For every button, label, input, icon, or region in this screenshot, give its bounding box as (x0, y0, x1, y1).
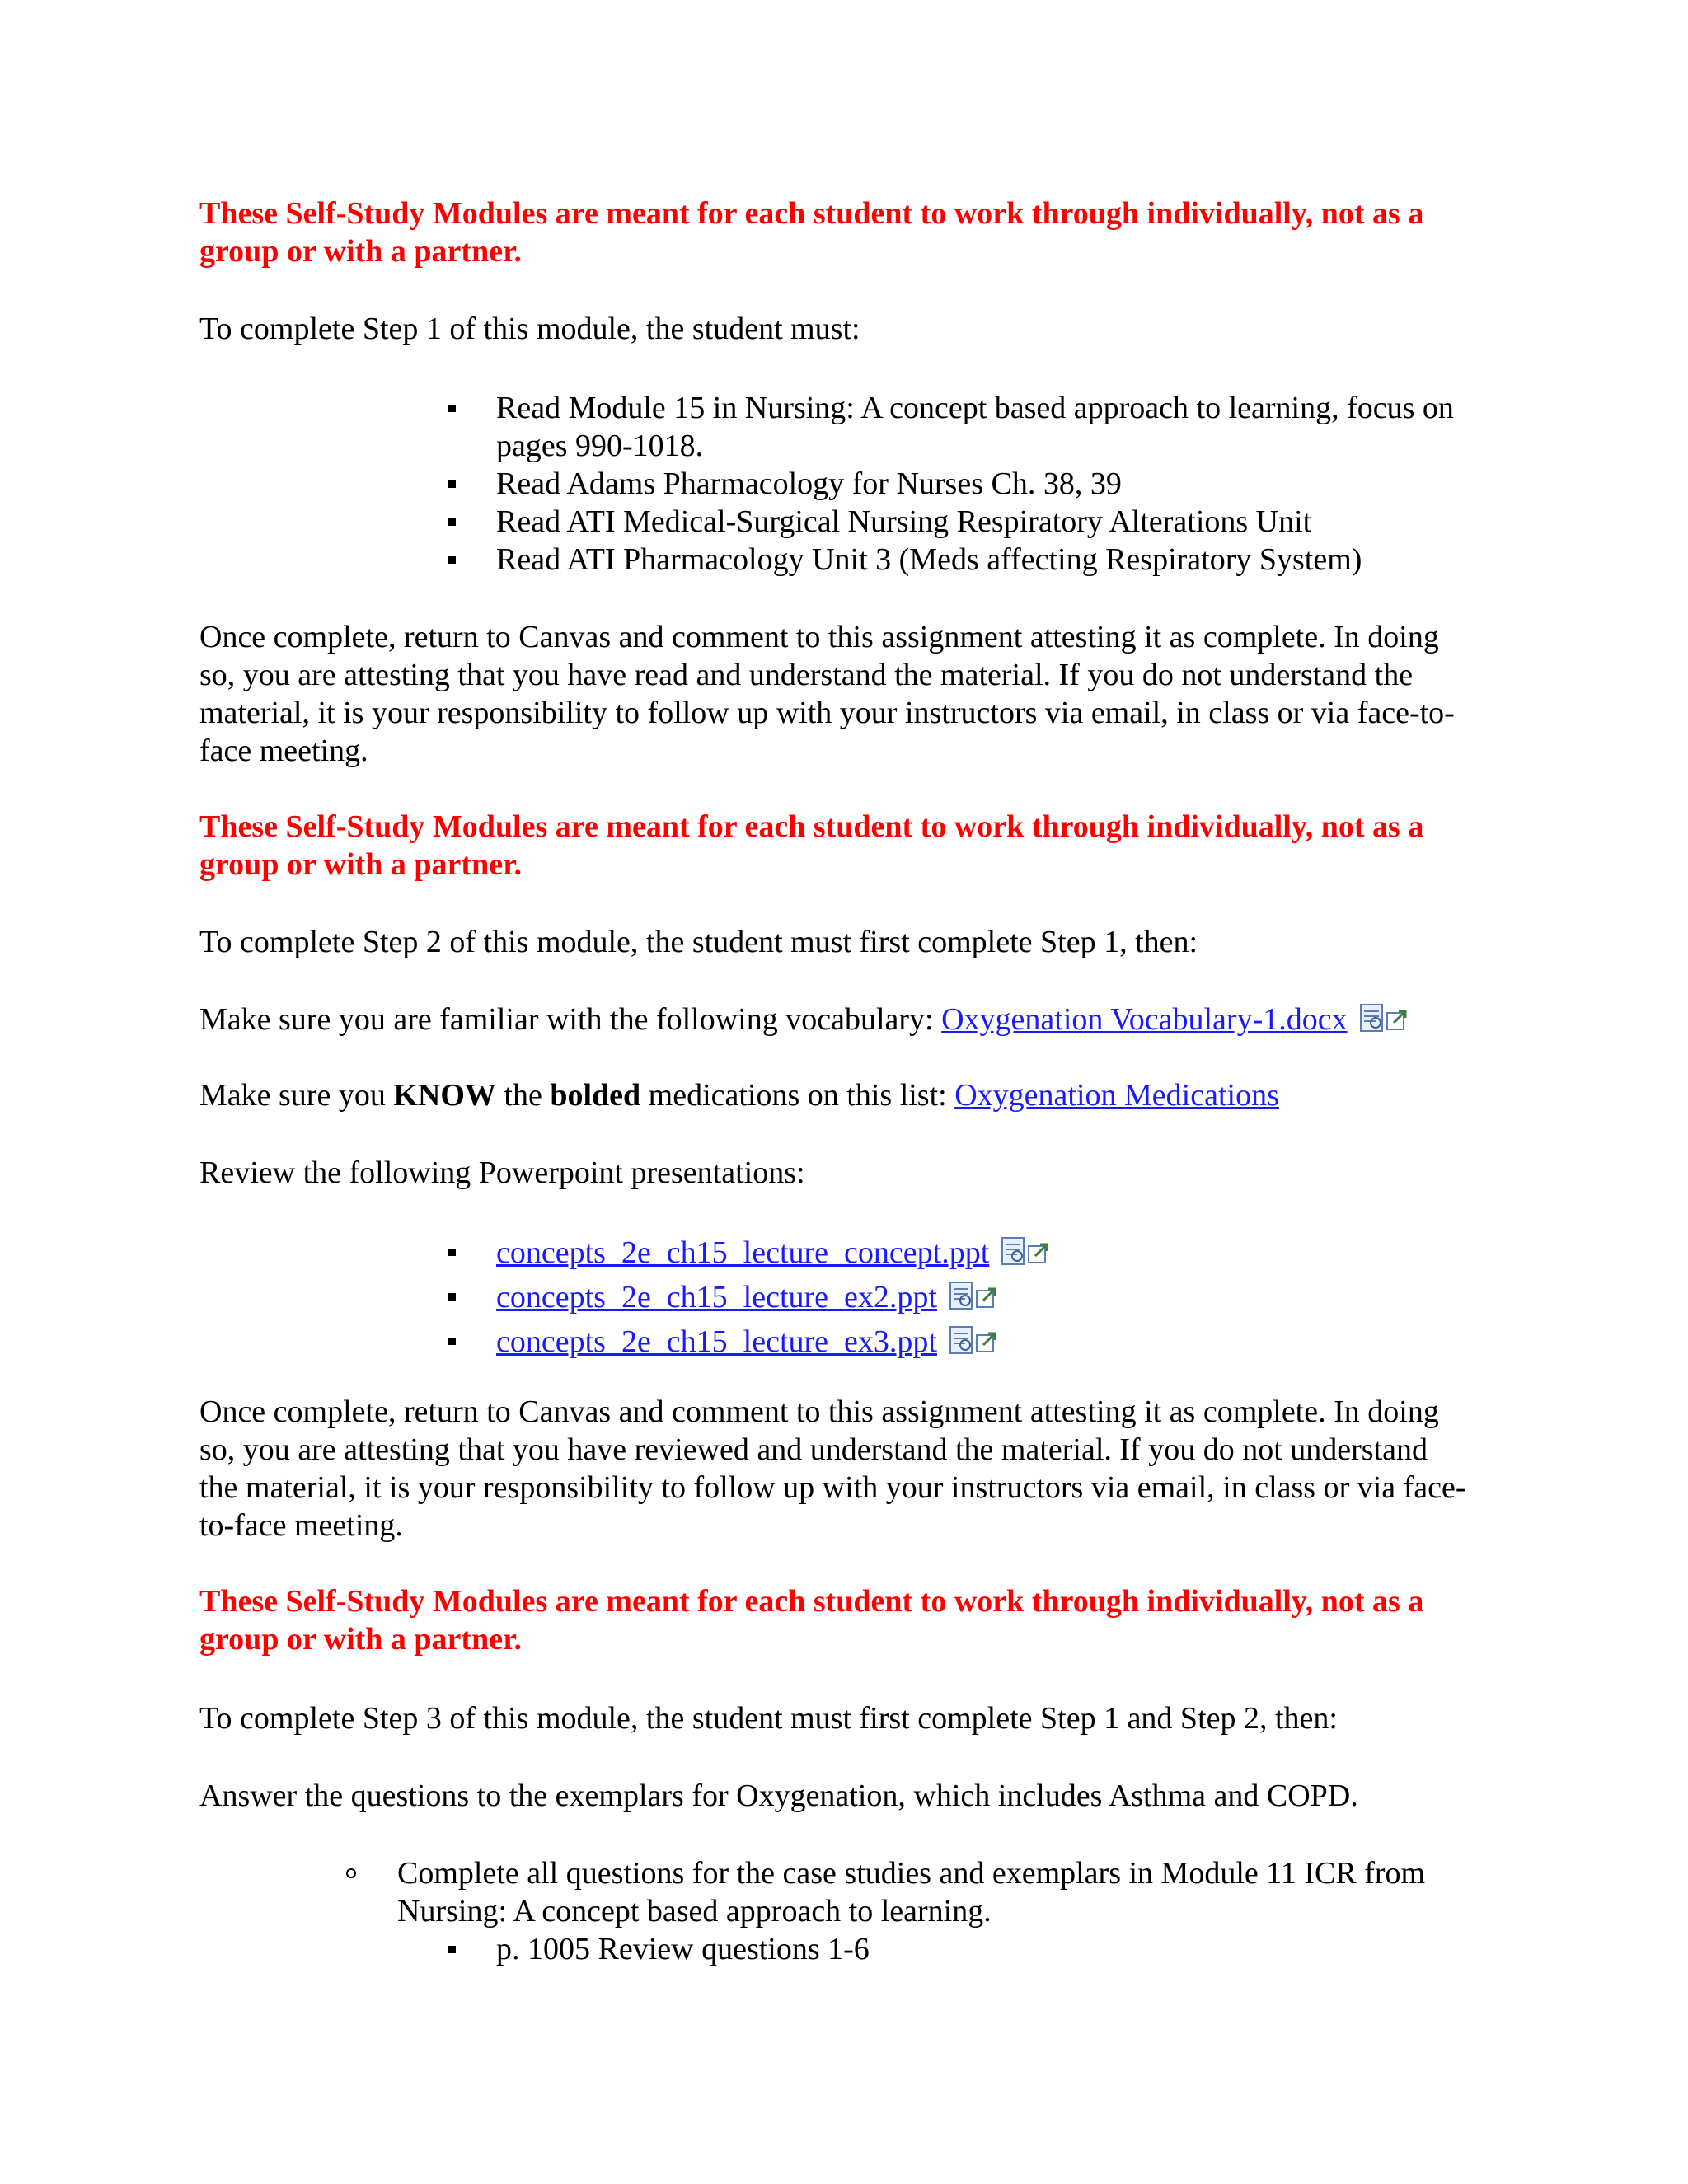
bolded-emphasis: bolded (550, 1078, 641, 1113)
medications-line (199, 1076, 1485, 1114)
warning-note-1: These Self-Study Modules are meant for each student to work through individually, not as a group or with a partner. (199, 196, 1424, 269)
step2-intro: To complete Step 2 of this module, the student must first complete Step 1, then: (199, 925, 1198, 959)
list-item (445, 1322, 1484, 1366)
medications-suffix: medications on this list: (648, 1078, 947, 1113)
list-item: Read Adams Pharmacology for Nurses Ch. 38, 39 (445, 465, 1484, 503)
bullet-square-icon (448, 480, 456, 488)
ppt-link-ex3[interactable]: concepts_2e_ch15_lecture_ex3.ppt (496, 1324, 937, 1359)
step1-reading-list (445, 389, 1484, 579)
step3-intro: To complete Step 3 of this module, the student must first complete Step 1 and Step 2, then: (199, 1701, 1338, 1736)
ppt-link-concept[interactable]: concepts_2e_ch15_lecture_concept.ppt (496, 1235, 990, 1270)
bullet-circle-icon (346, 1868, 356, 1878)
list-item: Read Module 15 in Nursing: A concept based approach to learning, focus on pages 990-1018. (445, 389, 1484, 465)
step1-intro: To complete Step 1 of this module, the student must: (199, 312, 860, 346)
step3-answer-instruction: Answer the questions to the exemplars for Oxygenation, which includes Asthma and COPD. (199, 1779, 1358, 1813)
step2-completion-text: Once complete, return to Canvas and comment to this assignment attesting it as complete. In doing so, you are attesting that you have reviewed and understand the material. If you do not understand the material, it is your responsibility to follow up with your instructors via email, in class or via face-to-face meeting. (199, 1394, 1466, 1543)
list-item: Read ATI Pharmacology Unit 3 (Meds affecting Respiratory System) (445, 541, 1484, 579)
powerpoint-list (445, 1233, 1484, 1366)
powerpoint-intro: Review the following Powerpoint presentations: (199, 1155, 805, 1190)
warning-note-3: These Self-Study Modules are meant for each student to work through individually, not as a group or with a partner. (199, 1584, 1424, 1657)
ppt-link-ex2[interactable]: concepts_2e_ch15_lecture_ex2.ppt (496, 1280, 937, 1315)
bullet-square-icon (448, 556, 456, 564)
medications-link[interactable]: Oxygenation Medications (954, 1078, 1279, 1113)
medications-prefix: Make sure you (199, 1078, 386, 1113)
vocabulary-link[interactable]: Oxygenation Vocabulary-1.docx (941, 1002, 1348, 1037)
bullet-square-icon (448, 1946, 456, 1953)
bullet-square-icon (448, 1293, 456, 1301)
document-preview-icon[interactable] (1001, 1236, 1052, 1277)
list-item (445, 1233, 1484, 1277)
vocabulary-prefix: Make sure you are familiar with the following vocabulary: (199, 1002, 934, 1037)
bullet-square-icon (448, 518, 456, 526)
document-preview-icon[interactable] (949, 1281, 1000, 1322)
step3-task-list (346, 1854, 1492, 1930)
step3-subtask-list (445, 1930, 1484, 1968)
document-preview-icon[interactable] (949, 1325, 1000, 1366)
document-preview-icon[interactable] (1359, 1003, 1410, 1043)
bullet-square-icon (448, 1249, 456, 1256)
bullet-square-icon (448, 1338, 456, 1345)
bullet-square-icon (448, 405, 456, 412)
vocabulary-line (199, 1001, 1485, 1043)
step1-completion-text: Once complete, return to Canvas and comment to this assignment attesting it as complete. In doing so, you are attesting that you have read and understand the material. If you do not understand the material, it is your responsibility to follow up with your instructors via email, in class or via face-to-face meeting. (199, 620, 1455, 768)
list-item (445, 1277, 1484, 1322)
list-item: Read ATI Medical-Surgical Nursing Respiratory Alterations Unit (445, 503, 1484, 541)
list-item: p. 1005 Review questions 1-6 (445, 1930, 1484, 1968)
list-item: Complete all questions for the case studies and exemplars in Module 11 ICR from Nursing: A concept based approach to learning. (346, 1854, 1492, 1930)
warning-note-2: These Self-Study Modules are meant for each student to work through individually, not as a group or with a partner. (199, 809, 1424, 882)
medications-the: the (504, 1078, 542, 1113)
know-emphasis: KNOW (393, 1078, 496, 1113)
